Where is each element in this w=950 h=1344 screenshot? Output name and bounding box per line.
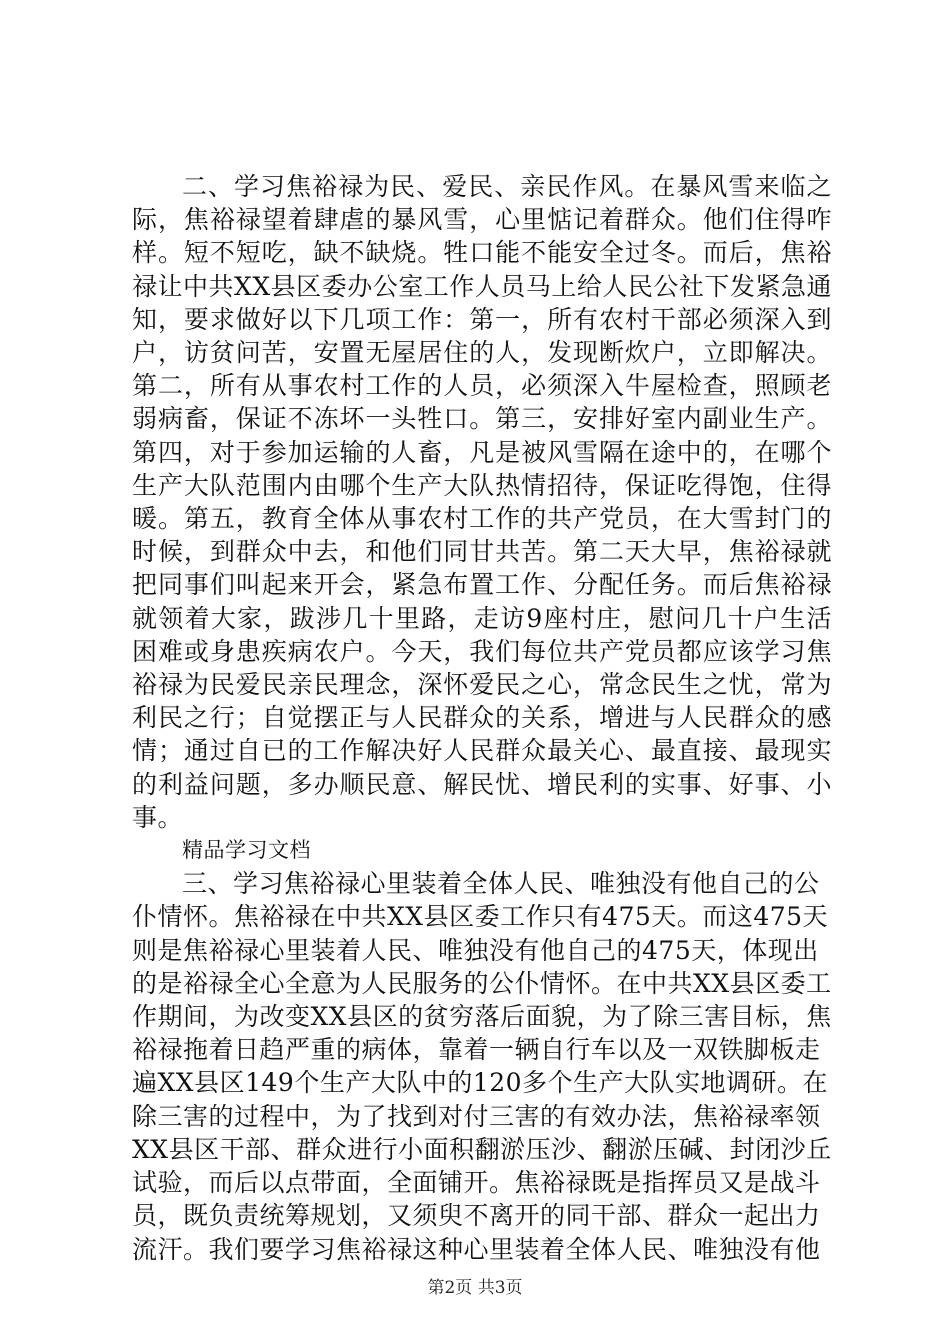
paragraph-3: 三、学习焦裕禄心里装着全体人民、唯独没有他自己的公仆情怀。焦裕禄在中共XX县区委工作只有475天。而这475天则是焦裕禄心里装着人民、唯独没有他自己的475天，体现出的是裕禄全心全意为人民服务的公仆情怀。在中共XX县区委工作期间，为改变XX县区的贫穷落后面貌，为了除三害目标，焦裕禄拖着日趋严重的病体，靠着一辆自行车以及一双铁脚板走遍XX县区149个生产大队中的120多个生产大队实地调研。在除三害的过程中，为了找到对付三害的有效办法，焦裕禄率领XX县区干部、群众进行小面积翻淤压沙、翻淤压碱、封闭沙丘试验，而后以点带面，全面铺开。焦裕禄既是指挥员又是战斗员，既负责统筹规划，又须臾不离开的同干部、群众一起出力流汗。我们要学习焦裕禄这种心里装着全体人民、唯独没有他 <box>132 869 832 1264</box>
paragraph-2: 二、学习焦裕禄为民、爱民、亲民作风。在暴风雪来临之际，焦裕禄望着肆虐的暴风雪，心里惦记着群众。他们住得咋样。短不短吃，缺不缺烧。牲口能不能安全过冬。而后，焦裕禄让中共XX县区委办公室工作人员马上给人民公社下发紧急通知，要求做好以下几项工作：第一，所有农村干部必须深入到户，访贫问苦，安置无屋居住的人，发现断炊户，立即解决。第二，所有从事农村工作的人员，必须深入牛屋检查，照顾老弱病畜，保证不冻坏一头牲口。第三，安排好室内副业生产。第四，对于参加运输的人畜，凡是被风雪隔在途中的，在哪个生产大队范围内由哪个生产大队热情招待，保证吃得饱，住得暖。第五，教育全体从事农村工作的共产党员，在大雪封门的时候，到群众中去，和他们同甘共苦。第二天大早，焦裕禄就把同事们叫起来开会，紧急布置工作、分配任务。而后焦裕禄就领着大家，跋涉几十里路，走访9座村庄，慰问几十户生活困难或身患疾病农户。今天，我们每位共产党员都应该学习焦裕禄为民爱民亲民理念，深怀爱民之心，常念民生之忧，常为利民之行；自觉摆正与人民群众的关系，增进与人民群众的感情；通过自已的工作解决好人民群众最关心、最直接、最现实的利益问题，多办顺民意、解民忧、增民利的实事、好事、小事。 <box>132 172 832 832</box>
page-footer <box>0 1277 950 1299</box>
watermark-text: 精品学习文档 <box>182 838 311 863</box>
document-body <box>132 170 832 1266</box>
page-indicator: 第2页 共3页 <box>427 1278 523 1298</box>
